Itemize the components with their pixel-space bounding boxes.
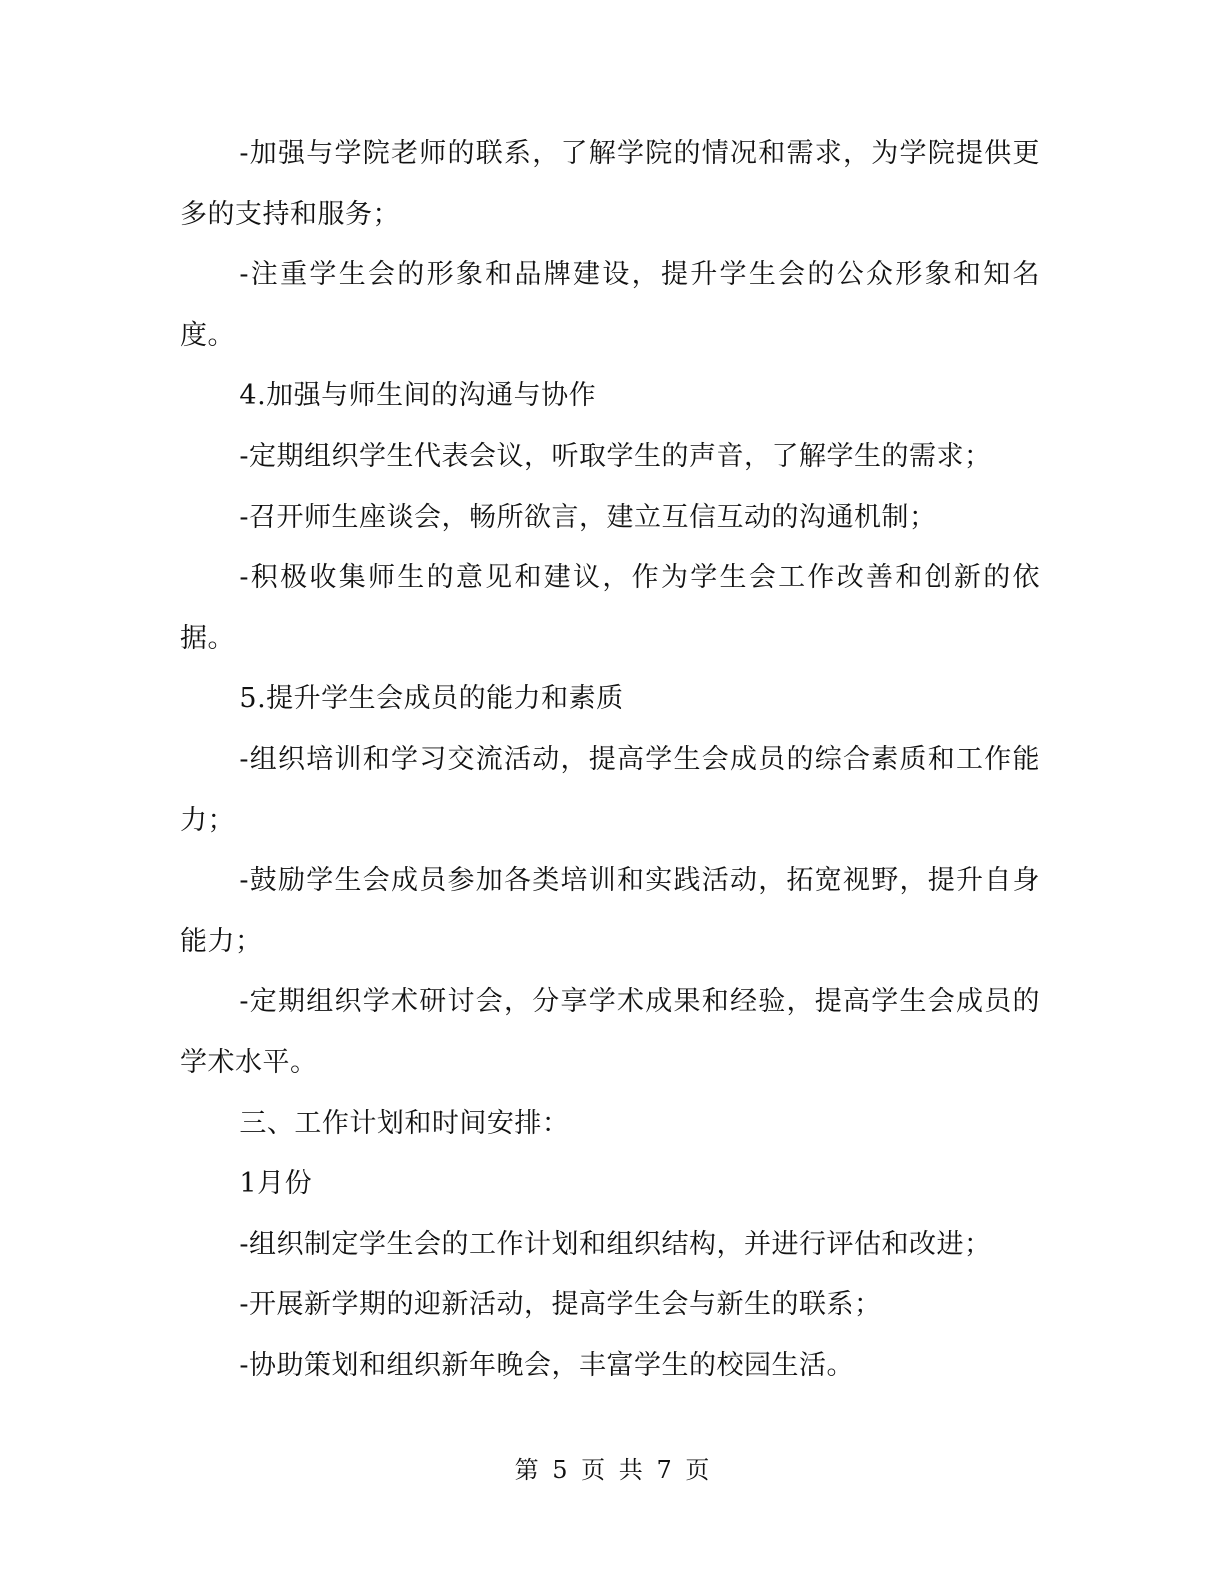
- paragraph: -积极收集师生的意见和建议，作为学生会工作改善和创新的依据。: [180, 562, 1040, 654]
- paragraph: -加强与学院老师的联系，了解学院的情况和需求，为学院提供更多的支持和服务；: [180, 138, 1040, 230]
- paragraph: -召开师生座谈会，畅所欲言，建立互信互动的沟通机制；: [239, 501, 937, 533]
- paragraph: -定期组织学生代表会议，听取学生的声音，了解学生的需求；: [239, 440, 992, 472]
- paragraph: -开展新学期的迎新活动，提高学生会与新生的联系；: [239, 1289, 882, 1321]
- paragraph: -鼓励学生会成员参加各类培训和实践活动，拓宽视野，提升自身能力；: [180, 865, 1040, 957]
- paragraph: -组织制定学生会的工作计划和组织结构，并进行评估和改进；: [239, 1228, 992, 1260]
- section-heading: 三、工作计划和时间安排：: [239, 1107, 570, 1139]
- paragraph: -注重学生会的形象和品牌建设，提升学生会的公众形象和知名度。: [180, 259, 1040, 351]
- section-heading: 5.提升学生会成员的能力和素质: [239, 683, 624, 715]
- section-heading: 4.加强与师生间的沟通与协作: [239, 380, 597, 412]
- paragraph: -协助策划和组织新年晚会，丰富学生的校园生活。: [239, 1349, 855, 1381]
- document-body: [180, 124, 1040, 1396]
- page-number-footer: 第 5 页 共 7 页: [514, 1456, 710, 1484]
- paragraph: -组织培训和学习交流活动，提高学生会成员的综合素质和工作能力；: [180, 743, 1040, 836]
- paragraph: -定期组织学术研讨会，分享学术成果和经验，提高学生会成员的学术水平。: [180, 986, 1040, 1078]
- subsection-heading: 1月份: [239, 1168, 313, 1200]
